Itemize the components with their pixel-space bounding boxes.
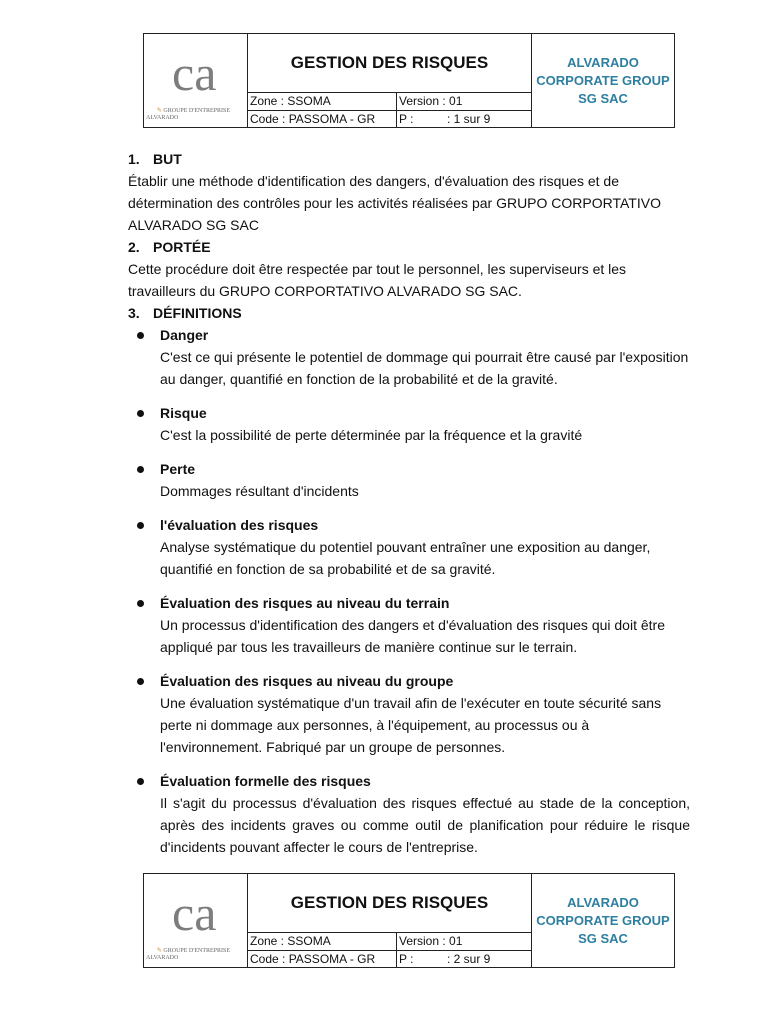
definition-term: Évaluation des risques au niveau du terrain — [160, 595, 450, 611]
section-number: 3. — [128, 305, 140, 321]
bullet-icon — [137, 778, 144, 785]
section-text-but: Établir une méthode d'identification des dangers, d'évaluation des risques et de détermination des contrôles pour les activités réalisées par GRUPO CORPORTATIVO ALVARADO SG SAC — [128, 173, 661, 233]
page-number: : 1 sur 9 — [447, 112, 491, 126]
header-middle — [248, 34, 532, 127]
section-number: 1. — [128, 151, 140, 167]
page-field — [397, 951, 531, 967]
header-row-zone — [248, 933, 531, 950]
header-row-zone — [248, 93, 531, 110]
code-field: Code : PASSOMA - GR — [248, 951, 397, 967]
definition-description: Une évaluation systématique d'un travail afin de l'exécuter en toute sécurité sans perte ni dommage aux personnes, à l'équipement, au processus ou à l'environnement. Fabriqué par un groupe de personnes. — [160, 695, 662, 755]
page-number: : 2 sur 9 — [447, 952, 491, 966]
company-line-1: ALVARADO — [567, 54, 639, 70]
definition-item — [128, 324, 690, 390]
section-heading-portee — [128, 236, 690, 258]
logo-sub-line1: GROUPE D'ENTREPRISE — [163, 108, 230, 114]
document-body — [128, 148, 690, 870]
definition-description: Analyse systématique du potentiel pouvant entraîner une exposition au danger, quantifié en fonction de sa probabilité et de sa gravité. — [160, 539, 651, 577]
definition-description: C'est la possibilité de perte déterminée par la fréquence et la gravité — [160, 427, 583, 443]
section-number: 2. — [128, 239, 140, 255]
version-field: Version : 01 — [399, 94, 463, 108]
company-logo — [144, 874, 248, 967]
section-title: BUT — [153, 151, 182, 167]
definition-description: Dommages résultant d'incidents — [160, 483, 359, 499]
logo-subtitle — [146, 948, 246, 961]
version-field: Version : 01 — [399, 934, 463, 948]
definition-item — [128, 402, 690, 446]
company-line-3: SG SAC — [578, 90, 628, 106]
section-title: PORTÉE — [153, 239, 211, 255]
logo-text: ca — [172, 45, 217, 101]
page-label: P : — [399, 112, 414, 126]
company-line-1: ALVARADO — [567, 894, 639, 910]
page-label: P : — [399, 952, 414, 966]
header-middle — [248, 874, 532, 967]
code-field: Code : PASSOMA - GR — [248, 111, 397, 127]
document-title: GESTION DES RISQUES — [248, 874, 531, 933]
definition-item — [128, 514, 690, 580]
logo-subtitle — [146, 108, 246, 121]
definition-item — [128, 458, 690, 502]
header-row-code — [248, 950, 531, 967]
bullet-icon — [137, 410, 144, 417]
definition-item — [128, 592, 690, 658]
company-line-2: CORPORATE GROUP — [536, 72, 670, 88]
logo-text: ca — [172, 885, 217, 941]
company-line-2: CORPORATE GROUP — [536, 912, 670, 928]
definition-item — [128, 770, 690, 858]
definition-term: Danger — [160, 327, 209, 343]
definition-term: Évaluation des risques au niveau du groupe — [160, 673, 454, 689]
section-heading-but — [128, 148, 690, 170]
definition-term: l'évaluation des risques — [160, 517, 319, 533]
document-title: GESTION DES RISQUES — [248, 34, 531, 93]
logo-mark-icon: ✎ — [156, 108, 162, 114]
page-header-top — [143, 33, 675, 128]
company-logo — [144, 34, 248, 127]
bullet-icon — [137, 678, 144, 685]
definition-description: C'est ce qui présente le potentiel de dommage qui pourrait être causé par l'exposition au danger, quantifié en fonction de la probabilité et de la gravité. — [160, 349, 689, 387]
section-heading-definitions — [128, 302, 690, 324]
definition-description: Un processus d'identification des dangers et d'évaluation des risques qui doit être appliqué par tous les travailleurs de manière continue sur le terrain. — [160, 617, 665, 655]
page-field — [397, 111, 531, 127]
section-title: DÉFINITIONS — [153, 305, 242, 321]
header-row-code — [248, 110, 531, 127]
zone-field: Zone : SSOMA — [248, 933, 397, 950]
definition-term: Évaluation formelle des risques — [160, 773, 371, 789]
bullet-icon — [137, 466, 144, 473]
logo-mark-icon: ✎ — [156, 948, 162, 954]
zone-field: Zone : SSOMA — [248, 93, 397, 110]
section-text-portee: Cette procédure doit être respectée par tout le personnel, les superviseurs et les travailleurs du GRUPO CORPORTATIVO ALVARADO SG SAC. — [128, 261, 627, 299]
definition-term: Perte — [160, 461, 196, 477]
page-header-bottom — [143, 873, 675, 968]
logo-sub-line2: ALVARADO — [146, 114, 179, 121]
company-line-3: SG SAC — [578, 930, 628, 946]
definitions-list — [128, 324, 690, 858]
bullet-icon — [137, 522, 144, 529]
definition-term: Risque — [160, 405, 207, 421]
logo-sub-line2: ALVARADO — [146, 954, 179, 961]
bullet-icon — [137, 332, 144, 339]
definition-item — [128, 670, 690, 758]
company-name — [532, 34, 674, 127]
definition-description: Il s'agit du processus d'évaluation des risques effectué au stade de la conception, après des incidents graves ou comme outil de planification pour réduire le risque d'incidents pouvant affecter le cours de l'entreprise. — [160, 795, 690, 855]
logo-sub-line1: GROUPE D'ENTREPRISE — [163, 948, 230, 954]
bullet-icon — [137, 600, 144, 607]
company-name — [532, 874, 674, 967]
